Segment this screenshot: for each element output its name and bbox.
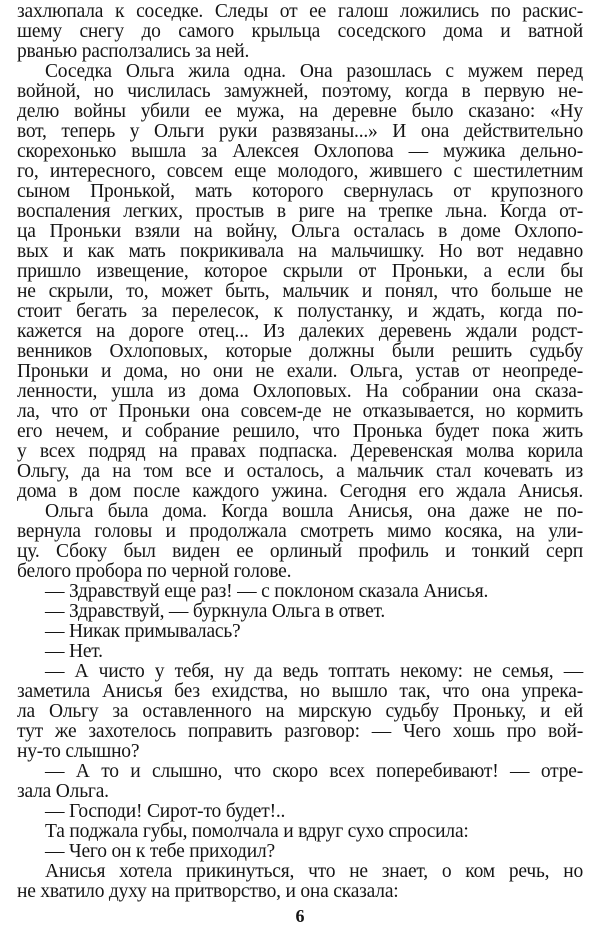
text-line: — Здравствуй еще раз! — с поклоном сказала Анисья. bbox=[45, 581, 489, 602]
text-line: делю войны убили ее мужа, на деревне было сказано: «Ну bbox=[17, 101, 583, 122]
text-line: — Здравствуй, — буркнула Ольга в ответ. bbox=[45, 601, 386, 622]
text-line: цу. Сбоку был виден ее орлиный профиль и тонкий серп bbox=[17, 541, 583, 562]
text-line: Ольгу, да на том все и осталось, а мальчик стал кочевать из bbox=[17, 461, 583, 482]
text-line: ца Проньки взяли на войну, Ольга осталась в доме Охлопо- bbox=[17, 221, 583, 242]
text-line: вот, теперь у Ольги руки развязаны...» И она действительно bbox=[17, 121, 583, 142]
text-line: сыном Пронькой, мать которого свернулась от крупозного bbox=[17, 181, 583, 202]
text-line: вернула головы и продолжала смотреть мимо косяка, на ули- bbox=[17, 521, 583, 542]
text-line: тут же захотелось поправить разговор: — Чего хошь про вой- bbox=[17, 721, 583, 742]
text-line: его нечем, и собрание решило, что Пронька будет пока жить bbox=[17, 421, 583, 442]
text-line: венников Охлоповых, которые должны были решить судьбу bbox=[17, 341, 583, 362]
text-line: воспаления легких, простыв в риге на трепке льна. Когда от- bbox=[17, 201, 583, 222]
page-number: 6 bbox=[295, 906, 305, 926]
text-line: Анисья хотела прикинуться, что не знает, о ком речь, но bbox=[45, 861, 583, 882]
text-line: войной, но числилась замужней, поэтому, когда в первую не- bbox=[17, 81, 583, 102]
text-line: — Нет. bbox=[45, 641, 103, 662]
text-line: дома в дом после каждого ужина. Сегодня его ждала Анисья. bbox=[17, 481, 583, 502]
text-line: ну-то слышно? bbox=[17, 741, 140, 762]
text-line: не хватило духу на притворство, и она сказала: bbox=[17, 881, 399, 902]
text-line: захлюпала к соседке. Следы от ее галош ложились по раскис- bbox=[17, 1, 583, 22]
text-line: заметила Анисья без ехидства, но вышло так, что она упрека- bbox=[17, 681, 583, 702]
text-line: ла Ольгу за оставленного на мирскую судьбу Проньку, и ей bbox=[17, 701, 583, 722]
text-line: кажется на дороге отец... Из далеких деревень ждали родст- bbox=[17, 321, 583, 342]
text-line: — Господи! Сирот-то будет!.. bbox=[45, 801, 286, 822]
text-line: — А то и слышно, что скоро всех поперебивают! — отре- bbox=[45, 761, 583, 782]
text-line: скорехонько вышла за Алексея Охлопова — мужика дельно- bbox=[17, 141, 583, 162]
text-line: — Никак примывалась? bbox=[45, 621, 241, 642]
text-line: у всех подряд на правах подпаска. Деревенская молва корила bbox=[17, 441, 583, 462]
text-line: вых и как мать покрикивала на мальчишку. Но вот недавно bbox=[17, 241, 583, 262]
text-line: зала Ольга. bbox=[17, 781, 109, 802]
text-line: Ольга была дома. Когда вошла Анисья, она даже не по- bbox=[45, 501, 583, 522]
text-line: го, интересного, совсем еще молодого, жившего с шестилетним bbox=[17, 161, 583, 182]
text-line: ла, что от Проньки она совсем-де не отказывается, но кормить bbox=[17, 401, 583, 422]
text-line: Та поджала губы, помолчала и вдруг сухо спросила: bbox=[45, 821, 469, 842]
text-line: Соседка Ольга жила одна. Она разошлась с мужем перед bbox=[45, 61, 583, 82]
text-line: — Чего он к тебе приходил? bbox=[45, 841, 275, 862]
text-line: стоит бегать за перелесок, к полустанку, и ждать, когда по- bbox=[17, 301, 583, 322]
text-line: шему снегу до самого крыльца соседского дома и ватной bbox=[17, 21, 583, 42]
text-line: пришло извещение, которое скрыли от Проньки, а если бы bbox=[17, 261, 583, 282]
text-line: Проньки и дома, но они не ехали. Ольга, устав от неопреде- bbox=[17, 361, 583, 382]
text-line: не скрыли, то, может быть, мальчик и понял, что больше не bbox=[17, 281, 583, 302]
text-line: рванью расползались за ней. bbox=[17, 41, 250, 62]
text-line: белого пробора по черной голове. bbox=[17, 561, 292, 582]
text-line: — А чисто у тебя, ну да ведь топтать некому: не семья, — bbox=[45, 661, 583, 682]
text-line: ленности, ушла из дома Охлоповых. На собрании она сказа- bbox=[17, 381, 583, 402]
